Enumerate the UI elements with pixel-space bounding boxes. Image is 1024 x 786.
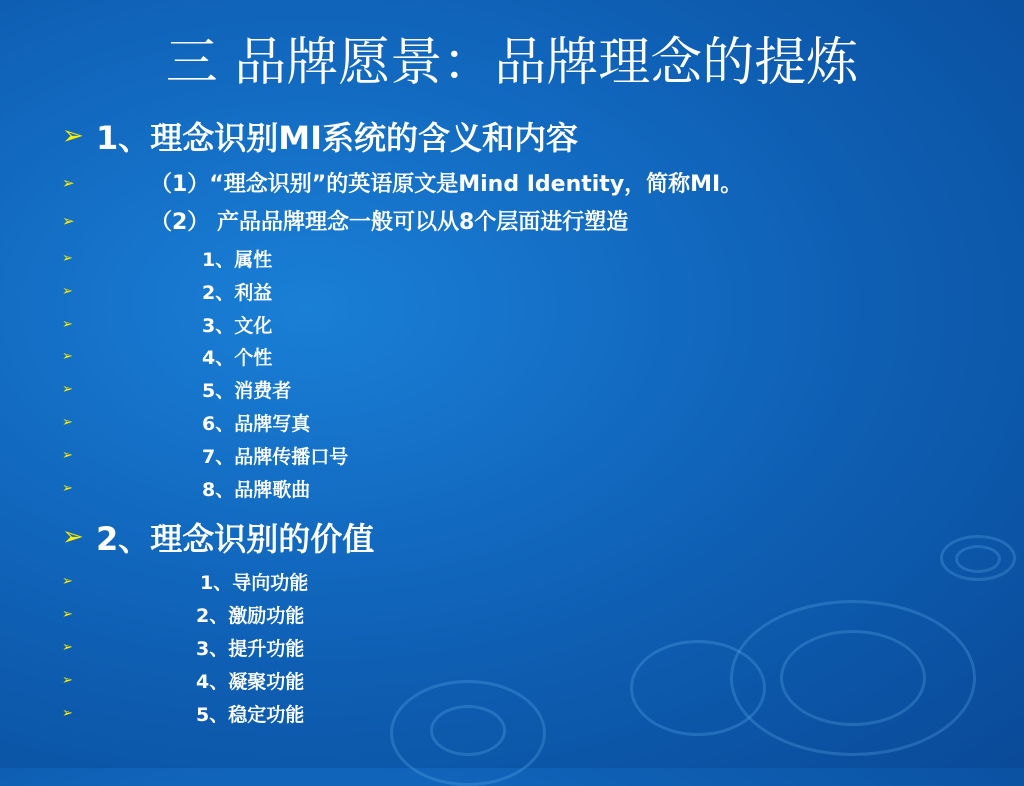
decorative-ripple [955, 545, 1001, 573]
list-item-text: 5、消费者 [202, 380, 292, 402]
list-item-text: 3、提升功能 [196, 638, 305, 660]
list-item-text: 1、属性 [202, 249, 273, 271]
list-item-text: 2、激励功能 [196, 605, 305, 627]
section-heading-text: 2、理念识别的价值 [96, 520, 375, 558]
list-item [62, 167, 742, 198]
list-item [62, 601, 304, 628]
list-item-text: 3、文化 [202, 315, 273, 337]
list-item-text: （1）“理念识别”的英语原文是Mind Identity，简称MI。 [150, 172, 743, 197]
arrow-bullet-icon: ➢ [62, 522, 84, 552]
decorative-ripple [780, 630, 926, 726]
arrow-bullet-icon: ➢ [62, 448, 73, 463]
list-item [62, 442, 348, 469]
section-heading [62, 514, 374, 560]
arrow-bullet-icon: ➢ [62, 173, 75, 192]
list-item [62, 700, 304, 727]
list-item-text: 5、稳定功能 [196, 704, 305, 726]
arrow-bullet-icon: ➢ [62, 481, 73, 496]
list-item [62, 343, 272, 370]
arrow-bullet-icon: ➢ [62, 607, 73, 622]
arrow-bullet-icon: ➢ [62, 211, 75, 230]
list-item [62, 311, 272, 338]
page-title: 三 品牌愿景：品牌理念的提炼 [165, 33, 859, 93]
list-item [62, 409, 310, 436]
list-item-text: 1、导向功能 [200, 572, 309, 594]
list-item [62, 278, 272, 305]
decorative-ripple [430, 705, 506, 756]
arrow-bullet-icon: ➢ [62, 706, 73, 721]
list-item-text: 4、个性 [202, 347, 273, 369]
list-item-text: 8、品牌歌曲 [202, 479, 311, 501]
list-item-text: （2） 产品品牌理念一般可以从8个层面进行塑造 [150, 210, 629, 235]
list-item [62, 245, 272, 272]
decorative-ripple [630, 640, 766, 736]
arrow-bullet-icon: ➢ [62, 673, 73, 688]
arrow-bullet-icon: ➢ [62, 640, 73, 655]
list-item-text: 4、凝聚功能 [196, 671, 305, 693]
section-heading [62, 113, 578, 159]
arrow-bullet-icon: ➢ [62, 284, 73, 299]
arrow-bullet-icon: ➢ [62, 574, 73, 589]
list-item-text: 2、利益 [202, 282, 273, 304]
list-item [62, 634, 304, 661]
list-item [62, 376, 291, 403]
arrow-bullet-icon: ➢ [62, 382, 73, 397]
arrow-bullet-icon: ➢ [62, 415, 73, 430]
arrow-bullet-icon: ➢ [62, 251, 73, 266]
list-item-text: 6、品牌写真 [202, 413, 311, 435]
list-item [62, 667, 304, 694]
arrow-bullet-icon: ➢ [62, 317, 73, 332]
list-item [62, 205, 628, 236]
arrow-bullet-icon: ➢ [62, 121, 84, 151]
section-heading-text: 1、理念识别MI系统的含义和内容 [96, 119, 579, 157]
list-item-text: 7、品牌传播口号 [202, 446, 349, 468]
list-item [62, 568, 308, 595]
list-item [62, 475, 310, 502]
arrow-bullet-icon: ➢ [62, 349, 73, 364]
